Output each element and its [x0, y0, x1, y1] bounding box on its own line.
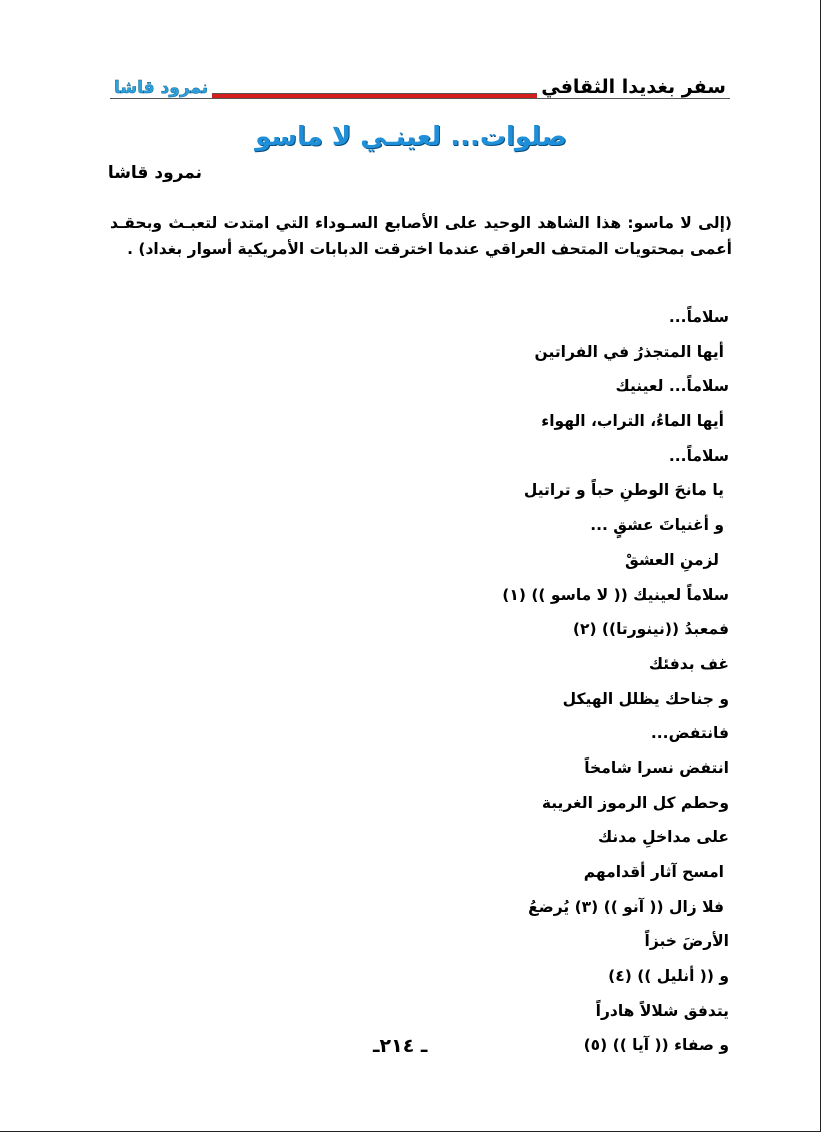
poem-line: امسح آثار أقدامهم [583, 863, 724, 881]
dedication-paragraph: (إلى لا ماسو: هذا الشاهد الوحيد على الأصابع السـوداء التي امتدت لتعبـث وبحقـد أعمى بمحتويات المتحف العراقي عندما اخترقت الدبابات الأمريكية أسوار بغداد) . [110, 214, 732, 258]
poem-line: و أغنياتَ عشقٍ ... [590, 516, 724, 535]
page-number: ـ ٢١٤ـ [373, 1035, 428, 1057]
page-header [110, 76, 730, 106]
poem-line: و جناحك يظلل الهيكل [562, 689, 729, 708]
poem-line: فلا زال (( آنو )) (٣) يُرضعُ [528, 897, 724, 916]
poem-line: الأرضَ خبزاً [644, 932, 729, 951]
poem-line: سلاماً... [668, 308, 729, 326]
magazine-title: سفر بغديدا الثقافي [537, 76, 730, 98]
poem-line: على مداخلِ مدنك [597, 828, 729, 847]
poem-line: سلاماً لعينيك (( لا ماسو )) (١) [502, 585, 729, 604]
header-author-tag: نمرود قاشا [110, 78, 212, 98]
poem-line: و (( أنليل )) (٤) [608, 967, 729, 986]
poem-line: يا مانحَ الوطنِ حباً و تراتيل [523, 481, 724, 500]
poem-line: غف بدفئك [648, 654, 729, 673]
poem-line: انتفض نسرا شامخاً [584, 758, 729, 777]
poem-line: و صفاء (( آيا )) (٥) [583, 1036, 729, 1055]
poem-line: أيها المتجذرُ في الفراتين [534, 342, 724, 361]
poem-line: يتدفق شلالاً هادراً [595, 1001, 729, 1020]
poem-line: سلاماً... لعينيك [615, 377, 729, 396]
author-name: نمرود قاشا [107, 163, 202, 183]
poem-line: أيها الماءُ، التراب، الهواء [541, 412, 724, 431]
poem-line: فمعبدُ ((نينورتا)) (٢) [572, 620, 729, 639]
poem-line: وحطم كل الرموز الغريبة [541, 793, 729, 812]
poem-line: سلاماً... [668, 446, 729, 465]
poem-line: لزمنِ العشقْ [624, 550, 719, 569]
poem-title: صلوات... لعينـي لا ماسو [255, 122, 567, 152]
poem-line: فانتفض... [650, 724, 729, 743]
poem-body [502, 300, 729, 1063]
